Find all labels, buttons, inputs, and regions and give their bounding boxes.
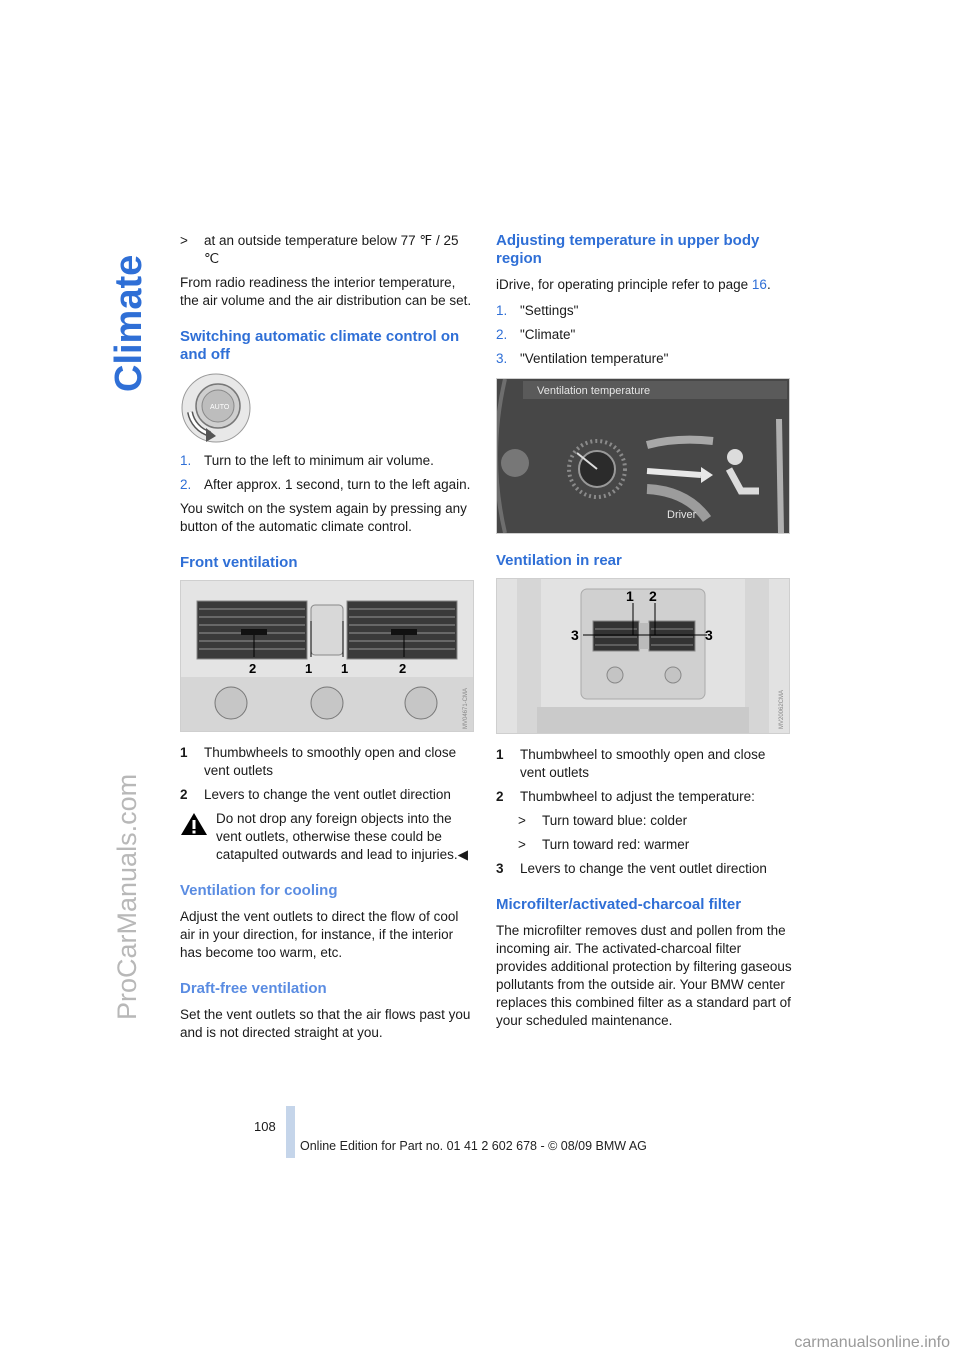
heading-microfilter: Microfilter/activated-charcoal filter — [496, 896, 742, 913]
page-number: 108 — [254, 1119, 276, 1134]
auto-knob-icon — [180, 372, 260, 444]
left-column — [180, 232, 476, 1050]
step-item: 2. "Climate" — [496, 327, 576, 342]
svg-text:MV20062CMA: MV20062CMA — [779, 689, 785, 729]
rear-vent-figure — [496, 578, 790, 734]
legend-item: 2 Thumbwheel to adjust the temperature: — [496, 789, 755, 804]
footer-edition: Online Edition for Part no. 01 41 2 602 678 - © 08/09 BMW AG — [300, 1139, 647, 1153]
legend-item: 1 Thumbwheel to smoothly open and close vent outlets — [496, 747, 766, 780]
svg-text:3: 3 — [571, 627, 579, 643]
svg-text:Ventilation temperature: Ventilation temperature — [537, 385, 651, 397]
heading-draft-free: Draft-free ventilation — [180, 980, 327, 997]
page-reference-link[interactable]: 16 — [751, 277, 767, 292]
paragraph-radio-readiness: From radio readiness the interior temperature, the air volume and the air distribution can be set. — [180, 275, 472, 308]
footer-bar — [286, 1106, 295, 1158]
paragraph-microfilter: The microfilter removes dust and pollen from the incoming air. The activated-charcoal filter provides additional protection by filtering gaseous pollutants from the outside air. Your BMW center replaces this combined filter as a standard part of your scheduled maintenance. — [496, 923, 792, 1028]
knob-figure — [180, 372, 260, 444]
heading-cooling: Ventilation for cooling — [180, 882, 338, 899]
svg-text:3: 3 — [705, 627, 713, 643]
legend-item: 2 Levers to change the vent outlet direction — [180, 787, 451, 802]
heading-front-ventilation: Front ventilation — [180, 554, 298, 571]
warning-note: Do not drop any foreign objects into the vent outlets, otherwise these could be catapulted outwards and lead to injuries.◀ — [180, 810, 476, 864]
step-item: 2. After approx. 1 second, turn to the left again. — [180, 477, 471, 492]
paragraph-cooling: Adjust the vent outlets to direct the flow of cool air in your direction, for instance, if the interior has become too warm, etc. — [180, 909, 459, 960]
sub-bullet-item: > Turn toward red: warmer — [518, 837, 690, 852]
step-item: 3. "Ventilation temperature" — [496, 351, 669, 366]
paragraph-idrive: iDrive, for operating principle refer to page 16. — [496, 277, 771, 292]
svg-text:1: 1 — [305, 661, 313, 676]
svg-text:1: 1 — [341, 661, 349, 676]
watermark: ProCarManuals.com — [112, 773, 142, 1020]
ventilation-temperature-screen — [497, 379, 789, 533]
svg-text:MV04671-CMA: MV04671-CMA — [463, 687, 469, 729]
bullet-item: > at an outside temperature below 77 ℉ / 25 ℃ — [180, 233, 459, 266]
sub-bullet-item: > Turn toward blue: colder — [518, 813, 688, 828]
paragraph-switch-on: You switch on the system again by pressing any button of the automatic climate control. — [180, 501, 467, 534]
legend-item: 3 Levers to change the vent outlet direction — [496, 861, 767, 876]
step-item: 1. "Settings" — [496, 303, 579, 318]
front-vent-illustration — [181, 581, 473, 731]
legend-item: 1 Thumbwheels to smoothly open and close vent outlets — [180, 745, 457, 778]
right-column — [496, 232, 792, 1038]
svg-text:2: 2 — [399, 661, 407, 676]
chapter-title: Climate — [108, 254, 150, 392]
front-vent-figure — [180, 580, 474, 732]
svg-text:2: 2 — [649, 588, 657, 604]
paragraph-draft-free: Set the vent outlets so that the air flows past you and is not directed straight at you. — [180, 1007, 471, 1040]
svg-text:2: 2 — [249, 661, 257, 676]
svg-text:AUTO: AUTO — [210, 404, 230, 411]
rear-vent-illustration — [497, 579, 789, 733]
heading-switching: Switching automatic climate control on and off — [180, 328, 460, 363]
heading-upper-body: Adjusting temperature in upper body region — [496, 232, 760, 267]
step-item: 1. Turn to the left to minimum air volume. — [180, 453, 434, 468]
warning-triangle-icon — [180, 812, 208, 836]
svg-text:1: 1 — [626, 588, 634, 604]
heading-rear-ventilation: Ventilation in rear — [496, 552, 622, 569]
idrive-screen-figure — [496, 378, 790, 534]
site-watermark: carmanualsonline.info — [794, 1334, 950, 1351]
svg-text:Driver: Driver — [667, 509, 697, 521]
